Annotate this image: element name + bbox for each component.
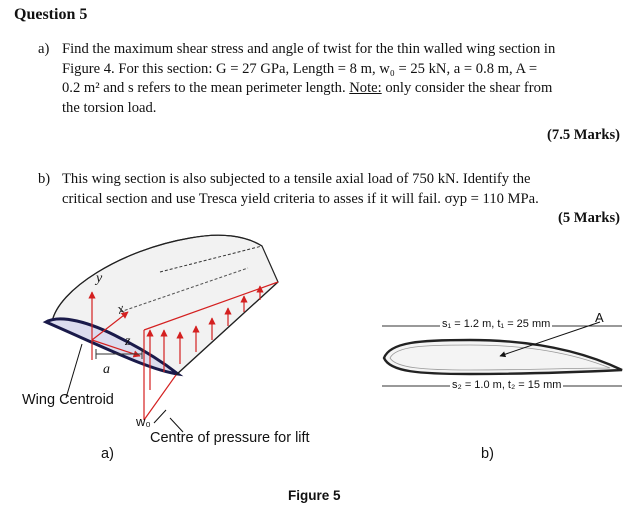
w0-label: w₀: [136, 414, 151, 429]
axis-x-label: x: [115, 301, 127, 318]
cp-label: Centre of pressure for lift: [150, 430, 310, 446]
part-a-line-1: Find the maximum shear stress and angle of twist for the thin walled wing section in: [62, 41, 556, 57]
s2-label: s₂ = 1.0 m, t₂ = 15 mm: [452, 379, 562, 391]
part-a-line-4: the torsion load.: [62, 99, 157, 116]
part-a-line-3-text: 0.2 m² and s refers to the mean perimeter length.: [62, 80, 346, 96]
note-text: only consider the shear from: [381, 80, 553, 96]
question-title: Question 5: [14, 6, 88, 23]
wing-centroid-label: Wing Centroid: [22, 392, 114, 408]
section-drawing: [382, 322, 622, 386]
figure-caption: Figure 5: [288, 488, 341, 503]
s1-label: s₁ = 1.2 m, t₁ = 25 mm: [442, 318, 551, 330]
area-label: A: [595, 310, 604, 325]
subfigure-a-label: a): [101, 446, 114, 462]
axis-z-label: z: [125, 334, 131, 349]
part-b-line-1: This wing section is also subjected to a tensile axial load of 750 kN. Identify the: [62, 171, 531, 187]
centroid-leader: [66, 344, 82, 398]
part-b-label: b): [38, 171, 51, 187]
dim-a-label: a: [103, 362, 110, 377]
part-b-marks: (5 Marks): [557, 210, 620, 226]
part-a-label: a): [38, 41, 50, 57]
part-b-line-2: critical section and use Tresca yield criteria to asses if it will fail. σyp = 110 MPa.: [62, 190, 539, 207]
w0-leader: [154, 410, 166, 423]
subfigure-b-label: b): [481, 446, 494, 462]
airfoil-outer: [384, 340, 622, 374]
note-label: Note:: [349, 80, 382, 96]
part-a-line-2: Figure 4. For this section: G = 27 GPa, Length = 8 m, w₀ = 25 kN, a = 0.8 m, A =: [62, 60, 538, 77]
part-a-marks: (7.5 Marks): [547, 127, 620, 143]
axis-y-label: y: [96, 271, 103, 286]
